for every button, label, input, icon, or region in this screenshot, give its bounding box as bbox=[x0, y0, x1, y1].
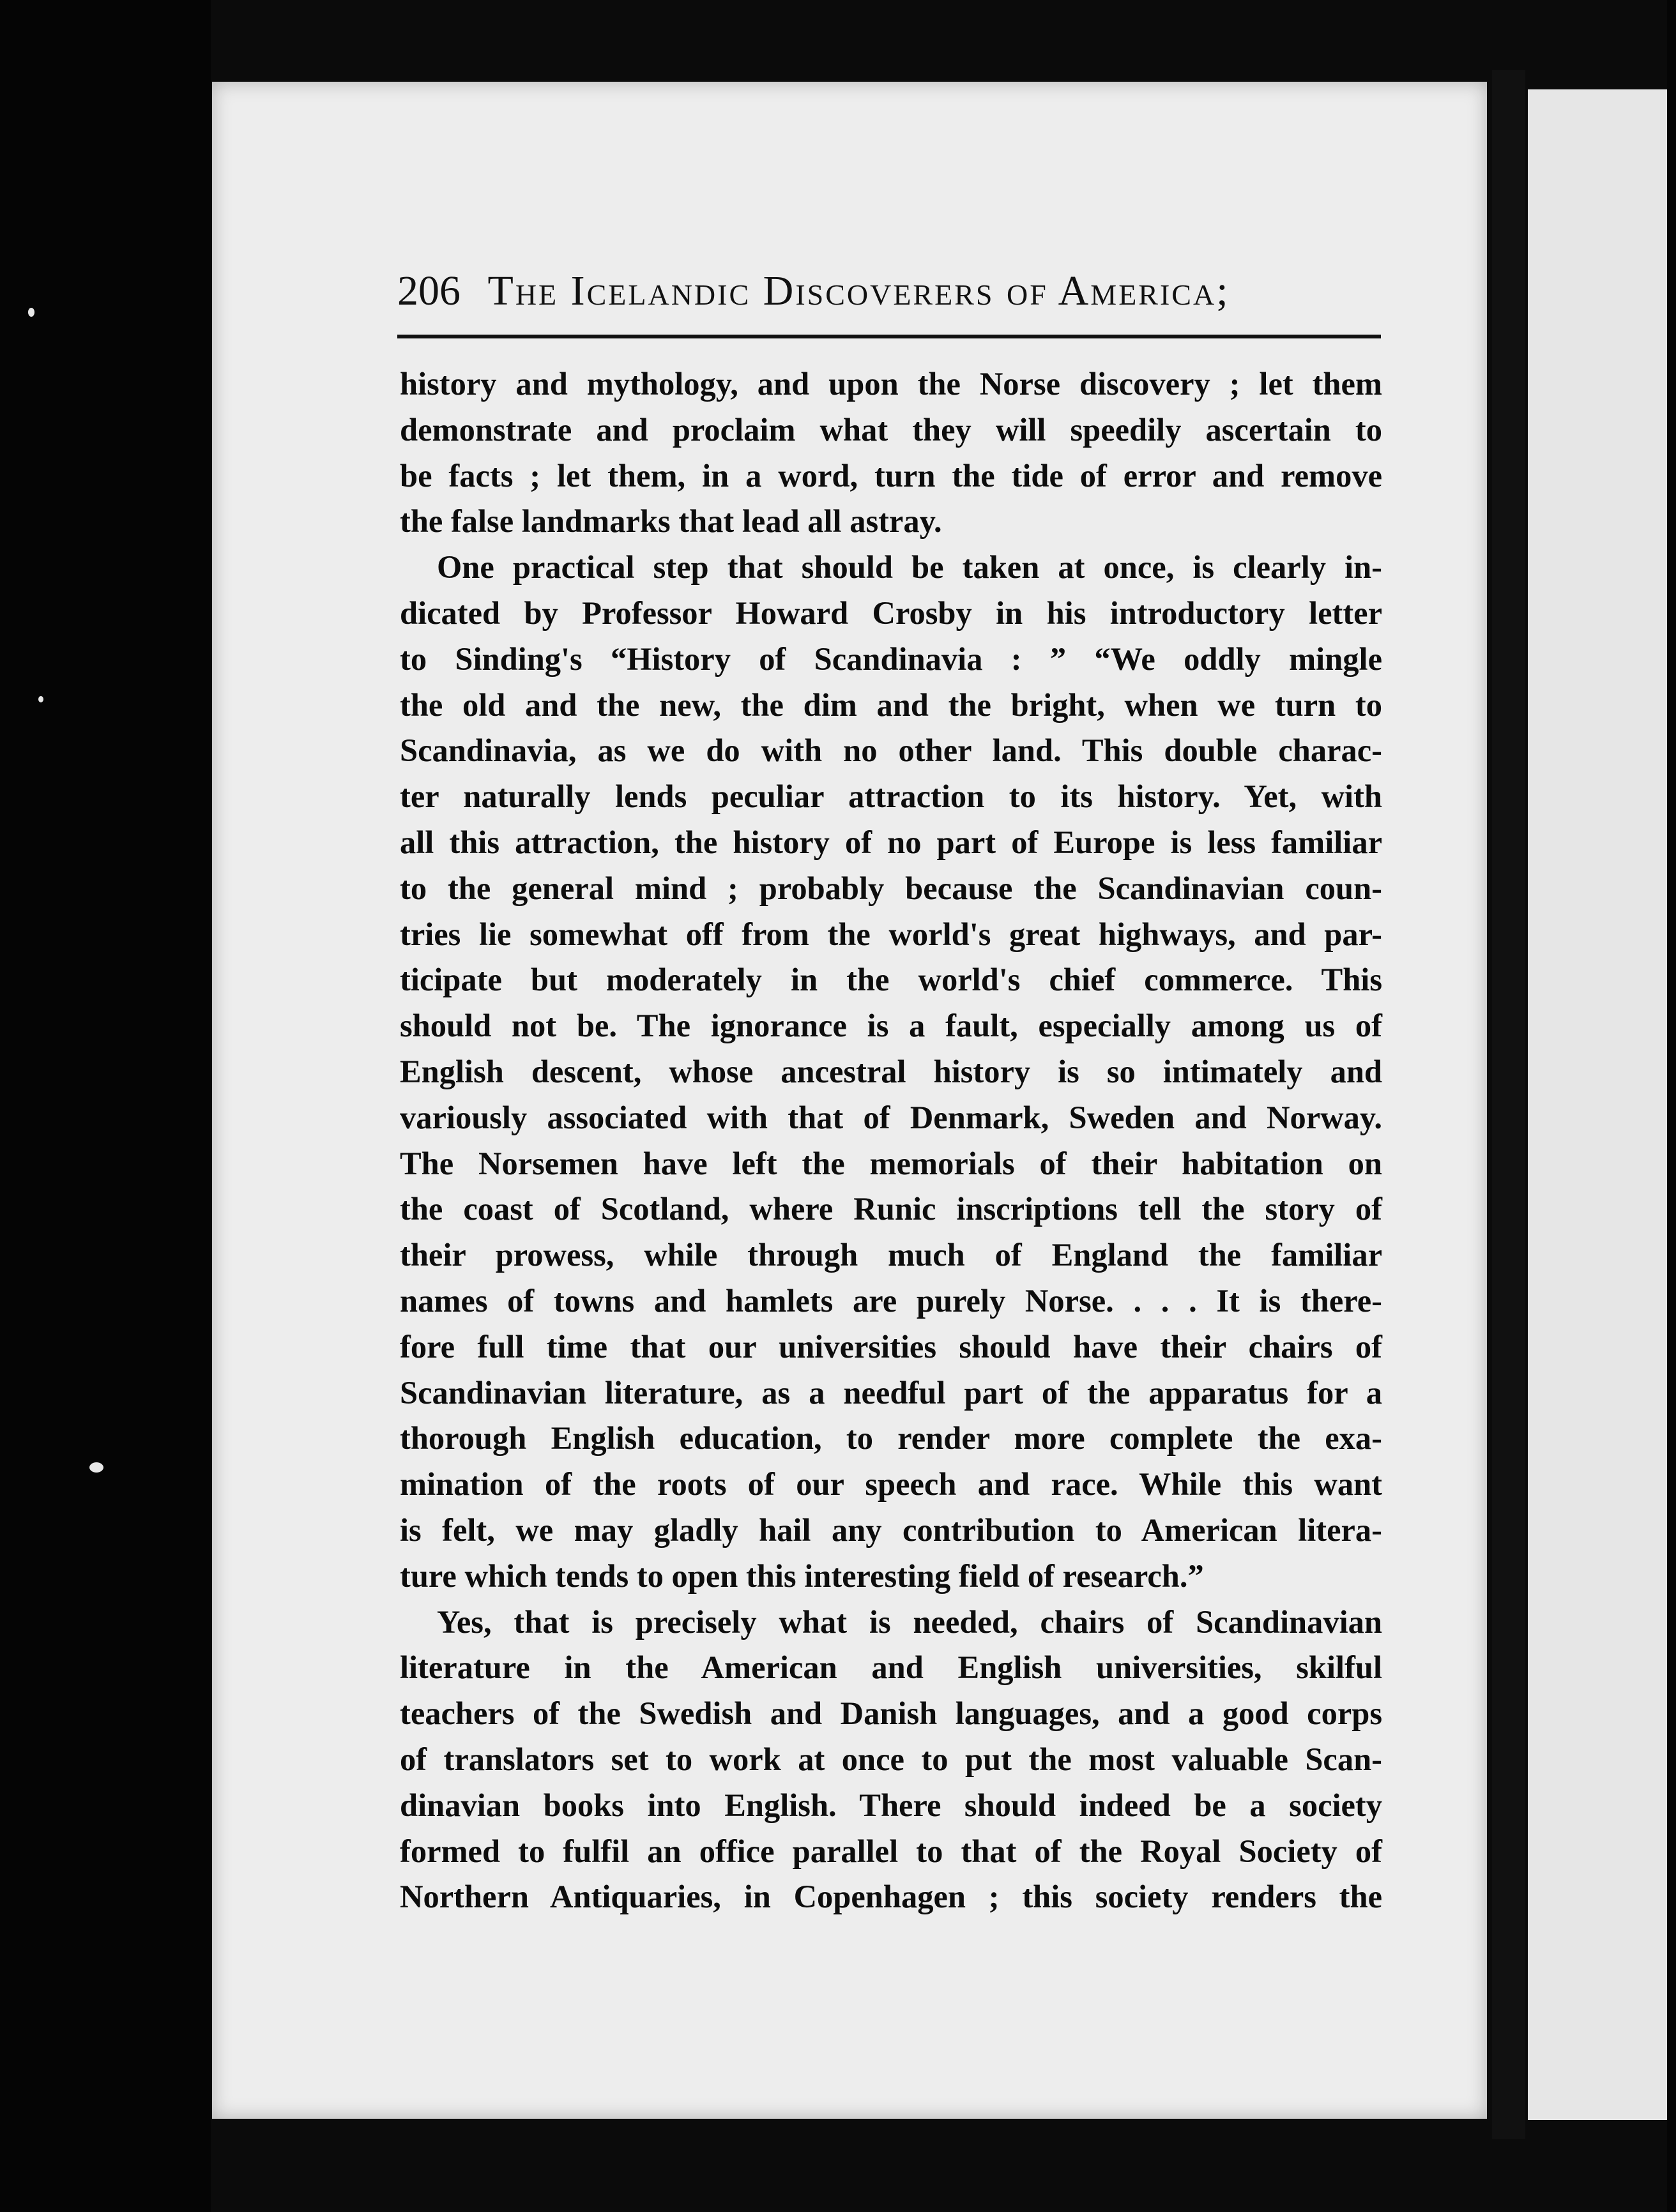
text-line: tries lie somewhat off from the world's great highways, and par- bbox=[400, 916, 1382, 952]
text-line: Yes, that is precisely what is needed, chairs of Scandinavian bbox=[437, 1603, 1382, 1640]
running-header bbox=[397, 267, 1381, 318]
text-line: their prowess, while through much of England the familiar bbox=[400, 1237, 1382, 1273]
text-line: of translators set to work at once to put the most valuable Scan- bbox=[400, 1741, 1382, 1777]
header-rule bbox=[397, 335, 1381, 338]
text-line: the old and the new, the dim and the bright, when we turn to bbox=[400, 686, 1382, 723]
text-line: Scandinavian literature, as a needful part of the apparatus for a bbox=[400, 1374, 1382, 1411]
text-line: to the general mind ; probably because the Scandinavian coun- bbox=[400, 870, 1382, 906]
text-line: to Sinding's “History of Scandinavia : ” “We oddly mingle bbox=[400, 640, 1382, 677]
text-line: thorough English education, to render more complete the exa- bbox=[400, 1420, 1382, 1457]
text-line: Scandinavia, as we do with no other land. This double charac- bbox=[400, 732, 1382, 769]
text-line: formed to fulfil an office parallel to that of the Royal Society of bbox=[400, 1833, 1382, 1869]
running-title: The Icelandic Discoverers of America; bbox=[487, 268, 1230, 314]
page-number: 206 bbox=[397, 268, 461, 314]
facing-page-edge bbox=[1528, 89, 1668, 2120]
text-line: history and mythology, and upon the Norse discovery ; let them bbox=[400, 366, 1382, 402]
text-line: The Norsemen have left the memorials of their habitation on bbox=[400, 1145, 1382, 1181]
text-line: literature in the American and English universities, skilful bbox=[400, 1649, 1382, 1686]
text-line: English descent, whose ancestral history is so intimately and bbox=[400, 1053, 1382, 1089]
text-line: dinavian books into English. There should indeed be a society bbox=[400, 1787, 1382, 1823]
text-line: One practical step that should be taken at once, is clearly in- bbox=[437, 549, 1382, 586]
text-line: all this attraction, the history of no part of Europe is less familiar bbox=[400, 824, 1382, 860]
text-line: variously associated with that of Denmark, Sweden and Norway. bbox=[400, 1099, 1382, 1135]
text-line: names of towns and hamlets are purely Norse. . . . It is there- bbox=[400, 1282, 1382, 1319]
text-line: should not be. The ignorance is a fault, especially among us of bbox=[400, 1008, 1382, 1044]
text-line: ticipate but moderately in the world's chief commerce. This bbox=[400, 962, 1382, 998]
page-body-text bbox=[400, 361, 1382, 1920]
text-line: fore full time that our universities should have their chairs of bbox=[400, 1328, 1382, 1365]
dust-speck bbox=[89, 1462, 103, 1473]
text-line: is felt, we may gladly hail any contribution to American litera- bbox=[400, 1511, 1382, 1548]
scan-left-margin bbox=[0, 0, 211, 2212]
text-line: demonstrate and proclaim what they will speedily ascertain to bbox=[400, 411, 1382, 448]
scan-right-margin bbox=[1667, 0, 1676, 2212]
text-line: Northern Antiquaries, in Copenhagen ; this society renders the bbox=[400, 1879, 1382, 1915]
text-line: mination of the roots of our speech and race. While this want bbox=[400, 1466, 1382, 1503]
text-line: the coast of Scotland, where Runic inscriptions tell the story of bbox=[400, 1191, 1382, 1227]
text-line: be facts ; let them, in a word, turn the tide of error and remove bbox=[400, 457, 1382, 494]
text-line: the false landmarks that lead all astray. bbox=[400, 503, 942, 540]
dust-speck bbox=[38, 696, 43, 702]
text-line: ture which tends to open this interesting field of research.” bbox=[400, 1557, 1204, 1594]
dust-speck bbox=[28, 308, 34, 317]
text-line: dicated by Professor Howard Crosby in his introductory letter bbox=[400, 595, 1382, 631]
text-line: ter naturally lends peculiar attraction to its history. Yet, with bbox=[400, 778, 1382, 815]
page-gutter-shadow bbox=[1492, 70, 1525, 2139]
text-line: teachers of the Swedish and Danish languages, and a good corps bbox=[400, 1695, 1382, 1732]
